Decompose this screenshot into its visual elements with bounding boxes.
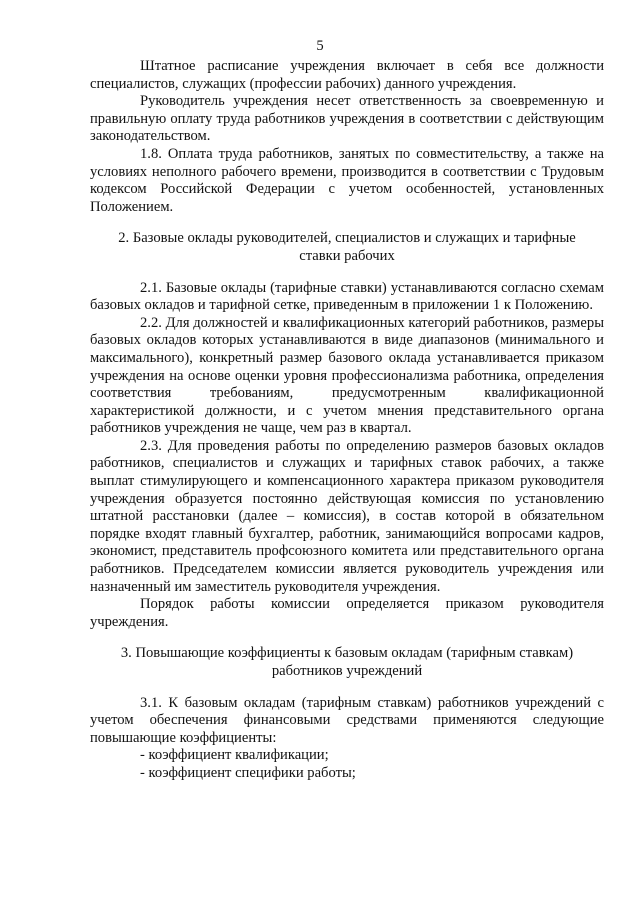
list-item-qualification-coefficient: - коэффициент квалификации;	[140, 747, 329, 764]
paragraph-2-2: 2.2. Для должностей и квалификационных категорий работников, размеры базовых окладов которых устанавливаются в виде диапазонов (минимального и максимального), конкретный размер базового оклада устанавливается приказом учреждения на основе оценки уровня профессионализма работника, определения соответствия требованиям, предусмотренным квалификационной характеристикой должности, и с учетом мнения представительного органа работников учреждения не чаще, чем раз в квартал.	[90, 314, 604, 437]
spacer	[90, 631, 604, 645]
document-body	[90, 58, 604, 783]
spacer	[90, 266, 604, 280]
spacer	[90, 216, 604, 230]
paragraph-head-responsibility: Руководитель учреждения несет ответственность за своевременную и правильную оплату труда работников учреждения в соответствии с действующим законодательством.	[90, 93, 604, 145]
paragraph-1-8-part-time: 1.8. Оплата труда работников, занятых по совместительству, а также на условиях неполного рабочего времени, производится в соответствии с Трудовым кодексом Российской Федерации с учетом особенностей, установленных Положением.	[90, 145, 604, 215]
section-3-heading: 3. Повышающие коэффициенты к базовым окладам (тарифным ставкам) работников учреждений	[120, 645, 574, 679]
section-2-heading: 2. Базовые оклады руководителей, специалистов и служащих и тарифные ставки рабочих	[118, 230, 576, 264]
paragraph-3-1: 3.1. К базовым окладам (тарифным ставкам) работников учреждений с учетом обеспечения финансовыми средствами применяются следующие повышающие коэффициенты:	[90, 694, 604, 746]
paragraph-staff-schedule: Штатное расписание учреждения включает в себя все должности специалистов, служащих (профессии рабочих) данного учреждения.	[90, 58, 604, 92]
spacer	[90, 681, 604, 695]
page-number: 5	[316, 38, 324, 54]
paragraph-commission-procedure: Порядок работы комиссии определяется приказом руководителя учреждения.	[90, 596, 604, 630]
list-item-work-specifics-coefficient: - коэффициент специфики работы;	[140, 764, 356, 781]
paragraph-2-3: 2.3. Для проведения работы по определению размеров базовых окладов работников, специалистов и служащих и тарифных ставок рабочих, а также выплат стимулирующего и компенсационного характера приказом руководителя учреждения образуется постоянно действующая комиссия по установлению штатной расстановки (далее – комиссия), в состав которой в обязательном порядке входят главный бухгалтер, работник, занимающийся вопросами кадров, экономист, представитель профсоюзного комитета или представительного органа работников. Председателем комиссии является руководитель учреждения или назначенный им заместитель руководителя учреждения.	[90, 437, 604, 595]
paragraph-2-1: 2.1. Базовые оклады (тарифные ставки) устанавливаются согласно схемам базовых окладов и тарифной сетке, приведенным в приложении 1 к Положению.	[90, 279, 604, 314]
